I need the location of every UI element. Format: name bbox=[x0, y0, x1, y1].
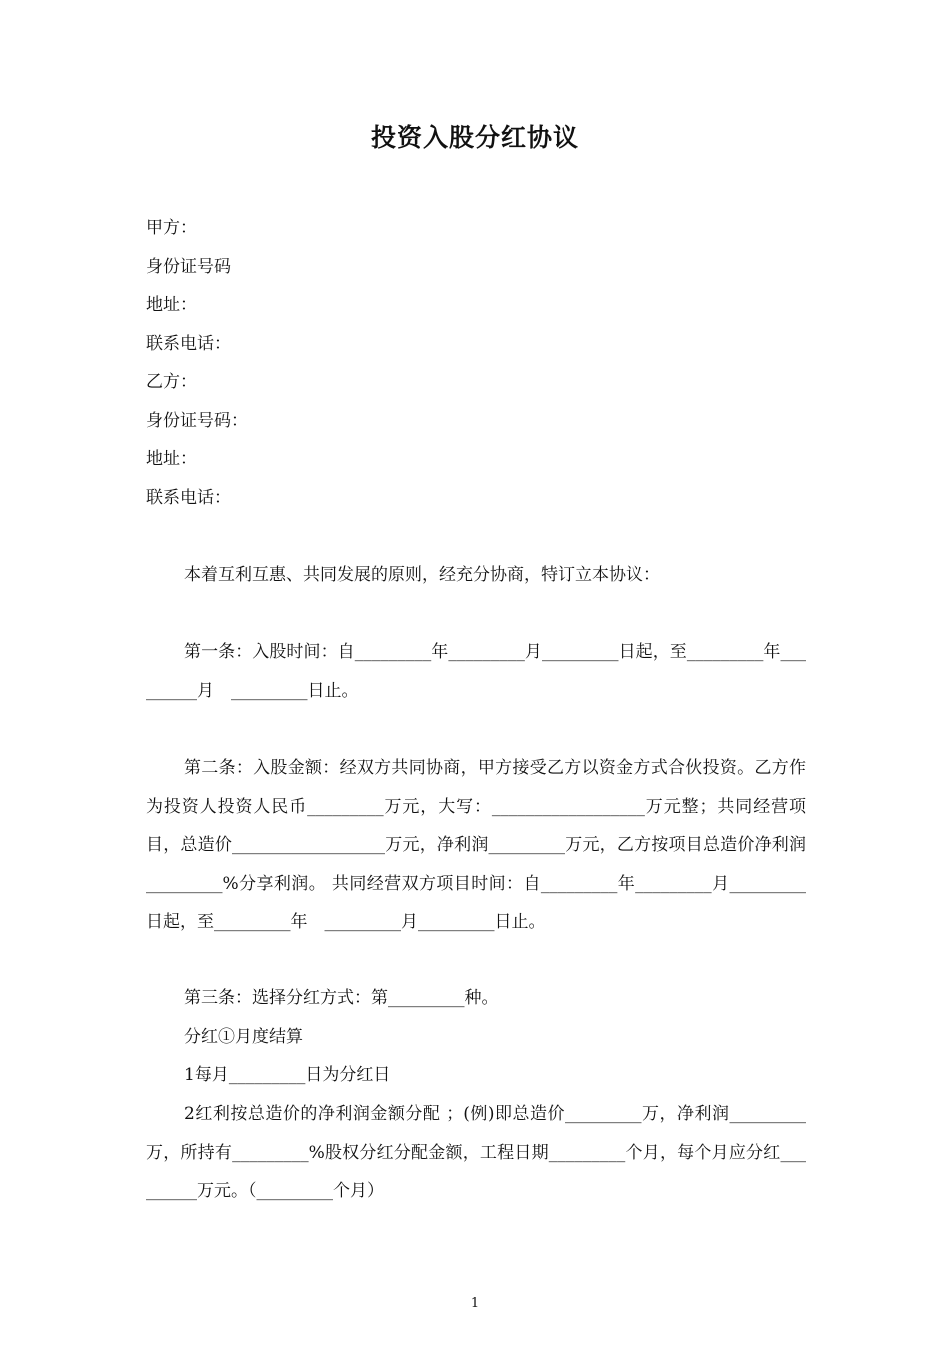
preamble-paragraph: 本着互利互惠、共同发展的原则，经充分协商，特订立本协议： bbox=[184, 565, 660, 585]
party-b-address-label: 地址： bbox=[146, 449, 197, 469]
party-a-id-label: 身份证号码 bbox=[146, 257, 231, 277]
party-b-id-label: 身份证号码： bbox=[146, 411, 248, 431]
party-b-label: 乙方： bbox=[146, 372, 197, 392]
article-1-paragraph: 第一条：入股时间：自_________年_________月_________日起，至_________年_________月 _________日止。 bbox=[146, 642, 806, 701]
dividend-item-1: 1每月_________日为分红日 bbox=[184, 1065, 391, 1085]
document-title: 投资入股分红协议 bbox=[370, 123, 579, 152]
article-3-paragraph: 第三条：选择分红方式：第_________种。 bbox=[184, 988, 499, 1008]
dividend-option-1: 分红①月度结算 bbox=[184, 1027, 303, 1047]
page-number: 1 bbox=[470, 1296, 480, 1311]
party-a-label: 甲方： bbox=[146, 218, 197, 238]
party-a-phone-label: 联系电话： bbox=[146, 334, 231, 354]
party-b-phone-label: 联系电话： bbox=[146, 488, 231, 508]
dividend-item-2: 2红利按总造价的净利润金额分配 ；(例)即总造价_________万，净利润_________万，所持有_________%股权分红分配金额，工程日期_________个月，每个月应分红_________万元。（_________个月） bbox=[146, 1104, 806, 1201]
party-a-address-label: 地址： bbox=[146, 295, 197, 315]
article-2-paragraph: 第二条：入股金额：经双方共同协商，甲方接受乙方以资金方式合伙投资。乙方作为投资人投资人民币_________万元，大写：__________________万元整；共同经营项目，总造价__________________万元，净利润_________万元，乙方按项目总造价净利润_________%分享利润。 共同经营双方项目时间：自_________年_________月_________日起，至_________年 _________月_________日止。 bbox=[146, 758, 806, 932]
